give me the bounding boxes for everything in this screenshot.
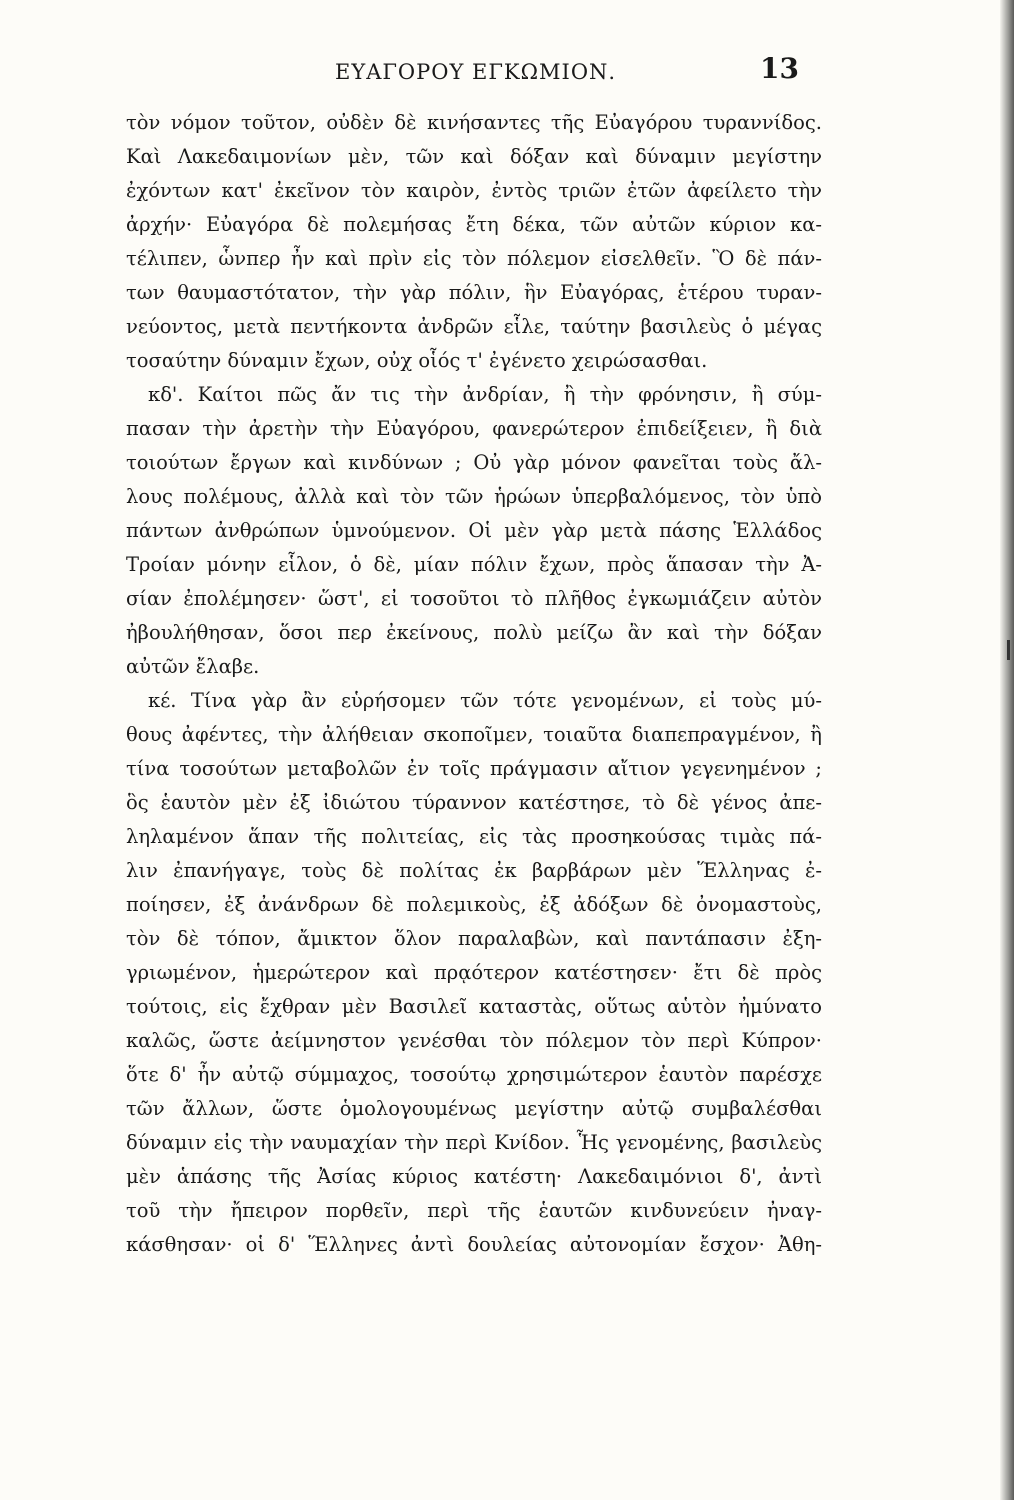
text-line: πασαν τὴν ἀρετὴν τὴν Εὐαγόρου, φανερώτερον ἐπιδείξειεν, ἢ διὰ xyxy=(126,417,822,440)
text-line: θους ἀφέντες, τὴν ἀλήθειαν σκοποῖμεν, τοιαῦτα διαπεπραγμένον, ἢ xyxy=(126,723,822,746)
text-line: τέλιπεν, ὧνπερ ἦν καὶ πρὶν εἰς τὸν πόλεμον εἰσελθεῖν. Ὃ δὲ πάν- xyxy=(126,247,822,270)
text-line: καλῶς, ὥστε ἀείμνηστον γενέσθαι τὸν πόλεμον τὸν περὶ Κύπρον· xyxy=(126,1029,822,1052)
scan-edge xyxy=(1000,0,1014,1500)
text-line: τῶν ἄλλων, ὥστε ὁμολογουμένως μεγίστην αὐτῷ συμβαλέσθαι xyxy=(126,1097,822,1120)
text-line: Τροίαν μόνην εἷλον, ὁ δὲ, μίαν πόλιν ἔχων, πρὸς ἅπασαν τὴν Ἀ- xyxy=(126,553,822,576)
text-line: τὸν δὲ τόπον, ἄμικτον ὅλον παραλαβὼν, καὶ παντάπασιν ἐξη- xyxy=(126,927,822,950)
text-line: λιν ἐπανήγαγε, τοὺς δὲ πολίτας ἐκ βαρβάρων μὲν Ἕλληνας ἐ- xyxy=(126,859,822,882)
text-line: γριωμένον, ἡμερώτερον καὶ πρᾳότερον κατέστησεν· ἔτι δὲ πρὸς xyxy=(126,961,822,984)
text-line: Καὶ Λακεδαιμονίων μὲν, τῶν καὶ δόξαν καὶ δύναμιν μεγίστην xyxy=(126,145,822,168)
body-text xyxy=(126,106,822,1262)
text-line: πάντων ἀνθρώπων ὑμνούμενον. Οἱ μὲν γὰρ μετὰ πάσης Ἑλλάδος xyxy=(126,519,822,542)
text-line: ληλαμένον ἅπαν τῆς πολιτείας, εἰς τὰς προσηκούσας τιμὰς πά- xyxy=(126,825,822,848)
section-start-line: κέ. Τίνα γὰρ ἂν εὑρήσομεν τῶν τότε γενομένων, εἰ τοὺς μύ- xyxy=(148,689,822,712)
text-line: ὃς ἑαυτὸν μὲν ἐξ ἰδιώτου τύραννον κατέστησε, τὸ δὲ γένος ἀπε- xyxy=(126,791,822,814)
text-line: αὐτῶν ἔλαβε. xyxy=(126,655,260,678)
text-line: δύναμιν εἰς τὴν ναυμαχίαν τὴν περὶ Κνίδον. Ἧς γενομένης, βασιλεὺς xyxy=(126,1131,822,1154)
text-line: ἠβουλήθησαν, ὅσοι περ ἐκείνους, πολὺ μείζω ἂν καὶ τὴν δόξαν xyxy=(126,621,822,644)
text-line: νεύοντος, μετὰ πεντήκοντα ἀνδρῶν εἷλε, ταύτην βασιλεὺς ὁ μέγας xyxy=(126,315,822,338)
text-line: τοῦ τὴν ἤπειρον πορθεῖν, περὶ τῆς ἑαυτῶν κινδυνεύειν ἠναγ- xyxy=(126,1199,822,1222)
section-start-line: κδ'. Καίτοι πῶς ἄν τις τὴν ἀνδρίαν, ἢ τὴν φρόνησιν, ἢ σύμ- xyxy=(148,383,822,406)
text-line: κάσθησαν· οἱ δ' Ἕλληνες ἀντὶ δουλείας αὐτονομίαν ἔσχον· Ἀθη- xyxy=(126,1233,822,1256)
text-line: τοσαύτην δύναμιν ἔχων, οὐχ οἷός τ' ἐγένετο χειρώσασθαι. xyxy=(126,349,708,372)
text-line: τὸν νόμον τοῦτον, οὐδὲν δὲ κινήσαντες τῆς Εὐαγόρου τυραννίδος. xyxy=(126,111,822,134)
running-title: ΕΥΑΓΟΡΟΥ ΕΓΚΩΜΙΟΝ. xyxy=(335,60,617,84)
text-line: των θαυμαστότατον, τὴν γὰρ πόλιν, ἣν Εὐαγόρας, ἑτέρου τυραν- xyxy=(126,281,822,304)
text-line: ὅτε δ' ἦν αὐτῷ σύμμαχος, τοσούτῳ χρησιμώτερον ἑαυτὸν παρέσχε xyxy=(126,1063,822,1086)
text-line: ποίησεν, ἐξ ἀνάνδρων δὲ πολεμικοὺς, ἐξ ἀδόξων δὲ ὀνομαστοὺς, xyxy=(126,893,822,916)
text-line: σίαν ἐπολέμησεν· ὥστ', εἰ τοσοῦτοι τὸ πλῆθος ἐγκωμιάζειν αὐτὸν xyxy=(126,587,822,610)
page-number: 13 xyxy=(760,52,799,85)
page-header xyxy=(120,52,820,92)
text-line: τούτοις, εἰς ἔχθραν μὲν Βασιλεῖ καταστὰς, οὕτως αὑτὸν ἠμύνατο xyxy=(126,995,822,1018)
text-line: μὲν ἁπάσης τῆς Ἀσίας κύριος κατέστη· Λακεδαιμόνιοι δ', ἀντὶ xyxy=(126,1165,822,1188)
text-line: ἐχόντων κατ' ἐκεῖνον τὸν καιρὸν, ἐντὸς τριῶν ἐτῶν ἀφείλετο τὴν xyxy=(126,179,822,202)
scan-mark xyxy=(1007,640,1010,660)
text-line: τίνα τοσούτων μεταβολῶν ἐν τοῖς πράγμασιν αἴτιον γεγενημένον ; xyxy=(126,757,822,780)
text-line: ἀρχήν· Εὐαγόρα δὲ πολεμήσας ἔτη δέκα, τῶν αὐτῶν κύριον κα- xyxy=(126,213,822,236)
text-line: λους πολέμους, ἀλλὰ καὶ τὸν τῶν ἡρώων ὑπερβαλόμενος, τὸν ὑπὸ xyxy=(126,485,822,508)
text-line: τοιούτων ἔργων καὶ κινδύνων ; Οὐ γὰρ μόνον φανεῖται τοὺς ἄλ- xyxy=(126,451,822,474)
